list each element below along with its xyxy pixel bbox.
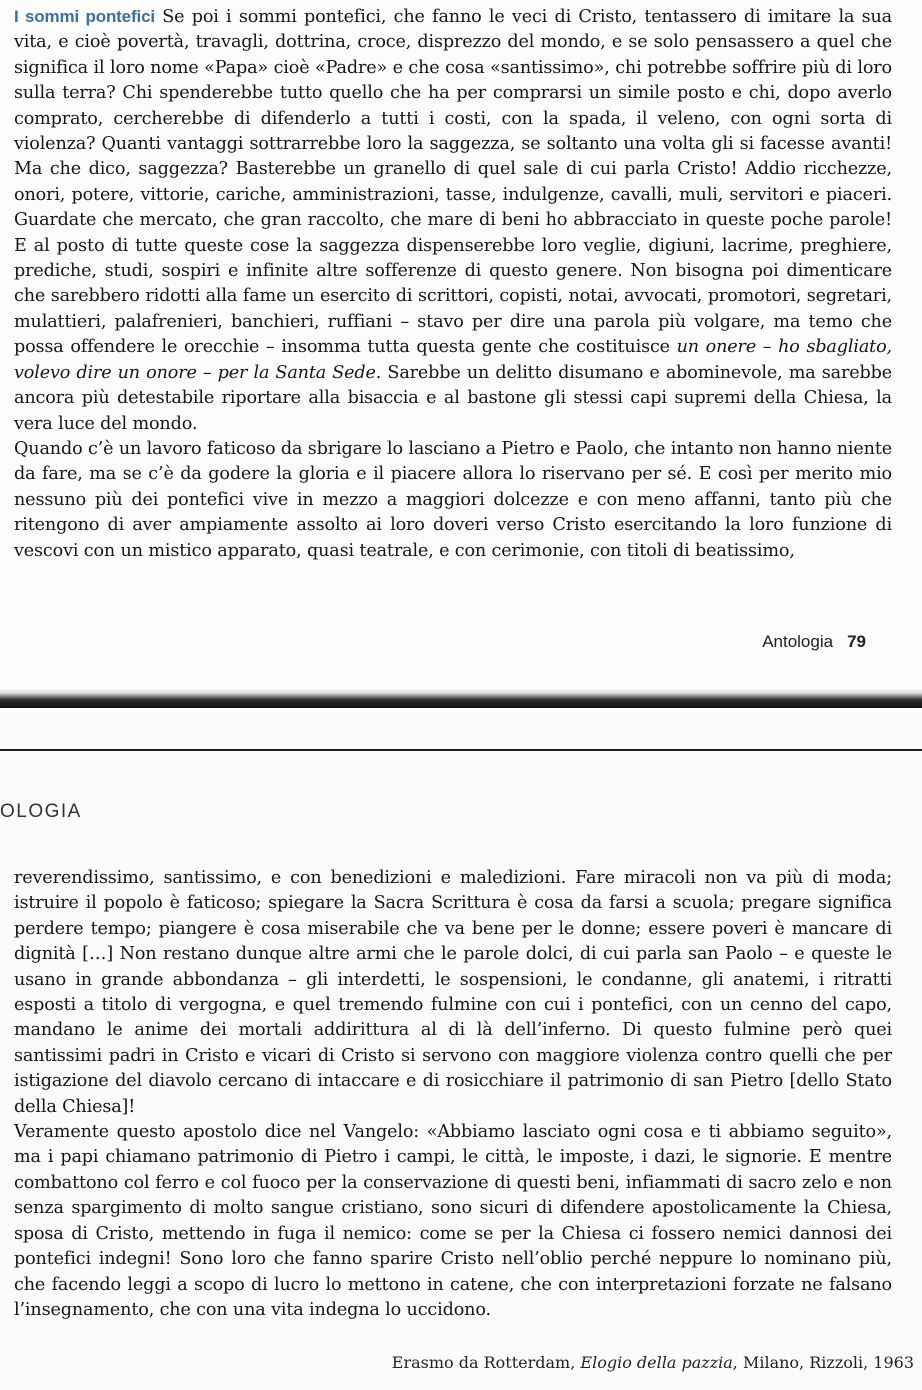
paragraph: Veramente questo apostolo dice nel Vangelo: «Abbiamo lasciato ogni cosa e ti abbiamo seguito», ma i papi chiamano patrimonio di Pietro i campi, le città, le imposte, i dazi, le signorie. E mentre combattono col ferro e col fuoco per la conservazione di questi beni, infiammati di sacro zelo e non senza spargimento di molto sangue cristiano, sono sicuri di difendere apostolicamente la Chiesa, sposa di Cristo, mettendo in fuga il nemico: come se per la Chiesa ci fossero nemici dannosi dei pontefici indegni! Sono loro che fanno sparire Cristo nell’oblio perché neppure lo nominano più, che facendo leggi a scopo di lucro lo mettono in catene, che con interpretazioni forzate ne falsano l’insegnamento, che con una vita indegna lo uccidono.	[14, 1122, 892, 1320]
divider-line	[0, 749, 922, 751]
paragraph: Quando c’è un lavoro faticoso da sbrigare lo lasciano a Pietro e Paolo, che intanto non hanno niente da fare, ma se c’è da godere la gloria e il piacere allora lo riservano per sé. E così per merito mio nessuno più dei pontefici vive in mezzo a maggiori dolcezze e con meno affanni, tanto più che ritengono di aver ampiamente assolto ai loro doveri verso Cristo esercitando la loro funzione di vescovi con un mistico apparato, quasi teatrale, e con cerimonie, con titoli di beatissimo,	[14, 438, 892, 561]
paragraph-text: Sarebbe un delitto disumano e abominevole, ma sarebbe ancora più detestabile riportare alla bisaccia e al bastone gli stessi capi supremi della Chiesa, la vera luce del mondo.	[14, 362, 892, 434]
footer-label: Antologia	[762, 632, 834, 651]
paragraph-text: Se poi i sommi pontefici, che fanno le veci di Cristo, tentassero di imitare la sua vita, e cioè povertà, travagli, dottrina, croce, disprezzo del mondo, e se solo pensassero a quel che significa il loro nome «Papa» cioè «Padre» e che cosa «santissimo», chi potrebbe soffrire più di loro sulla terra? Chi spenderebbe tutto quello che ha per comprarsi un simile posto e chi, dopo averlo comprato, cercherebbe di difenderlo a tutti i costi, con la spada, il veleno, con ogni sorta di violenza? Quanti vantaggi sottrarrebbe loro la saggezza, se soltanto una volta gli si facesse avanti! Ma che dico, saggezza? Basterebbe un granello di quel sale di cui parla Cristo! Addio ricchezze, onori, potere, vittorie, cariche, amministrazioni, tasse, indulgenze, cavalli, muli, servitori e piaceri. Guardate che mercato, che gran raccolto, che mare di beni ho abbracciato in queste poche parole! E al posto di tutte queste cose la saggezza dispenserebbe loro veglie, digiuni, lacrime, preghiere, prediche, studi, sospiri e infinite altre sofferenze di questo genere. Non bisogna poi dimenticare che sarebbero ridotti alla fame un esercito di scrittori, copisti, notai, avvocati, promotori, segretari, mulattieri, palafrenieri, banchieri, ruffiani – stavo per dire una parola più volgare, ma temo che possa offendere le orecchie – insomma tutta questa gente che costituisce	[14, 7, 892, 358]
paragraph	[14, 4, 892, 437]
citation-rest: , Milano, Rizzoli, 1963	[732, 1353, 914, 1372]
handwritten-annotation: un onere – ho sbagliato, volevo dire un onore – per la Santa Sede.	[14, 337, 892, 383]
citation-title: Elogio della pazzia	[580, 1353, 733, 1372]
page-footer	[762, 632, 866, 652]
paragraph: reverendissimo, santissimo, e con benedizioni e maledizioni. Fare miracoli non va più di moda; istruire il popolo è faticoso; spiegare la Sacra Scrittura è cosa da farsi a scuola; pregare significa perdere tempo; piangere è cosa miserabile che va bene per le donne; essere poveri è mancare di dignità […] Non restano dunque altre armi che le parole dolci, di cui parla san Paolo – e queste le usano in grande abbondanza – gli interdetti, le sospensioni, le condanne, gli anatemi, i ritratti esposti a titolo di vergogna, e quel tremendo fulmine con cui i pontefici, con un cenno del capo, mandano le anime dei mortali addirittura al di là dell’inferno. Di questo fulmine però quei santissimi padri in Cristo e vicari di Cristo si servono con maggiore violenza contro quelli che per istigazione del diavolo cercano di intaccare e di rosicchiare il patrimonio di san Pietro [dello Stato della Chiesa]!	[14, 868, 892, 1117]
citation-author: Erasmo da Rotterdam,	[391, 1353, 576, 1372]
top-page-body	[14, 4, 892, 564]
page-gap-shadow	[0, 688, 922, 708]
page-number: 79	[847, 632, 866, 651]
section-label: I sommi pontefici	[14, 7, 155, 26]
bottom-page-body	[14, 866, 892, 1323]
running-head: OLOGIA	[0, 801, 82, 822]
top-page	[0, 0, 922, 690]
citation	[392, 1353, 914, 1372]
